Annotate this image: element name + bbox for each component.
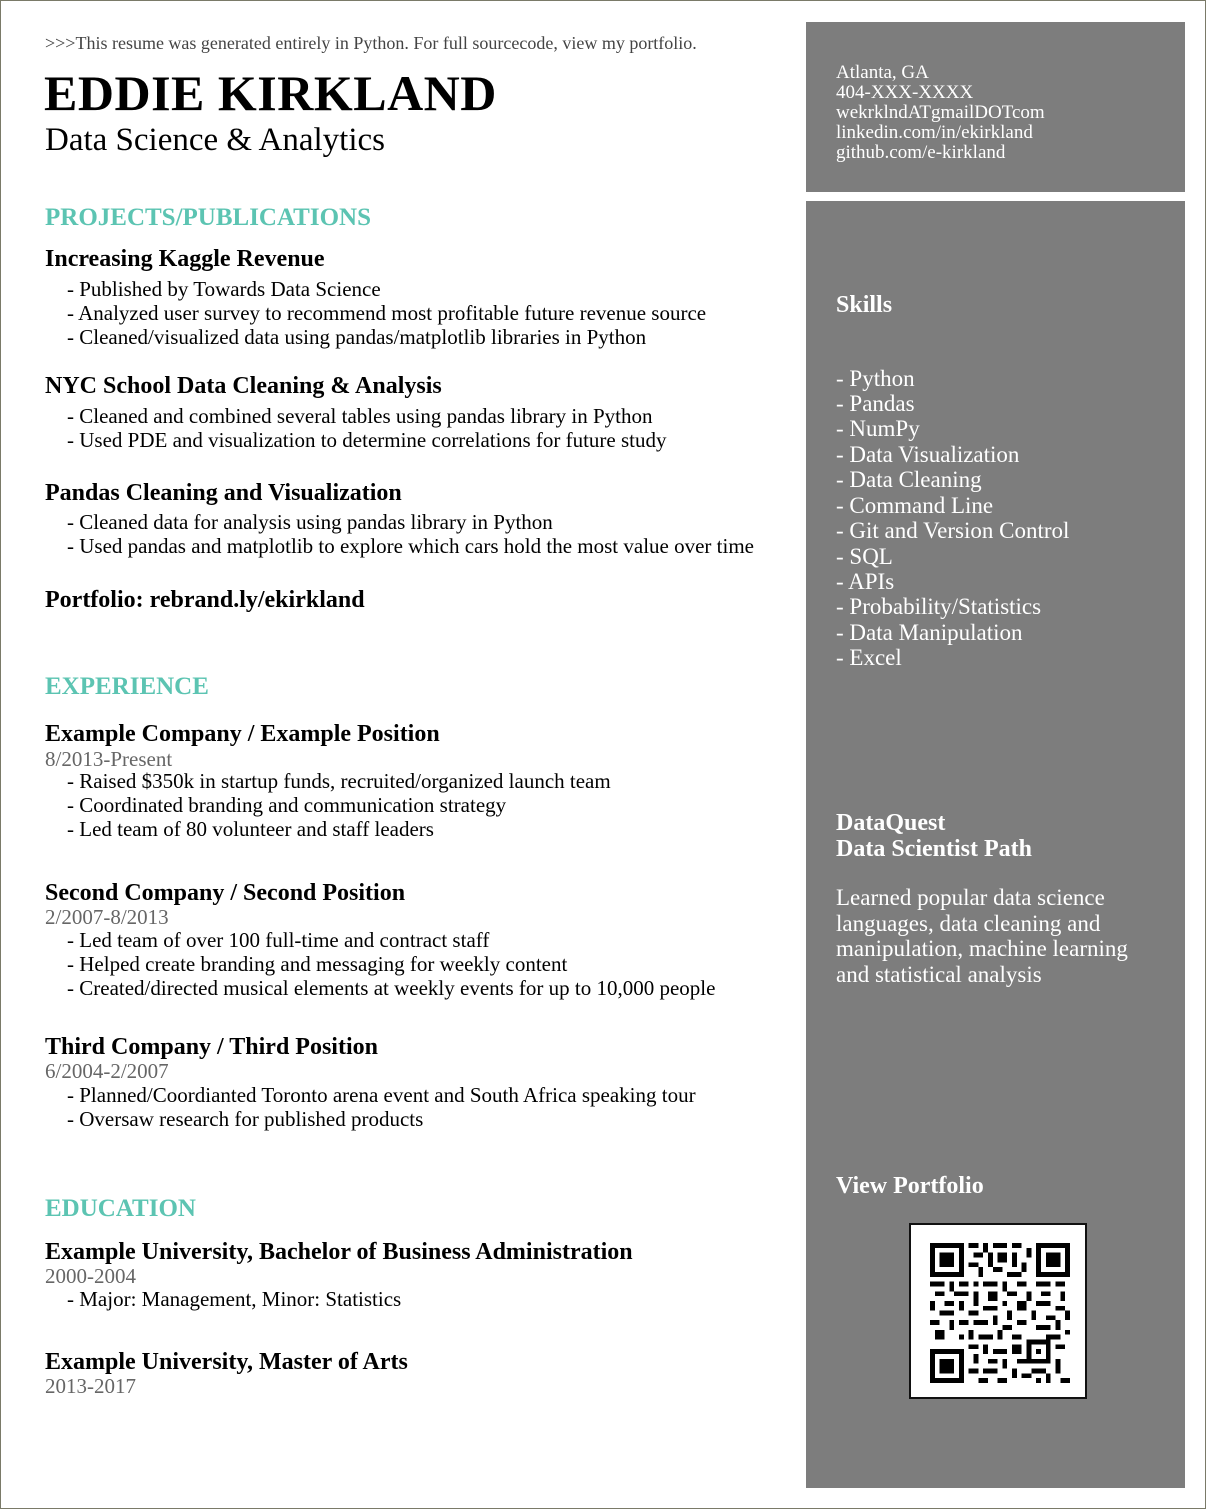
- job-date: 2/2007-8/2013: [45, 905, 169, 929]
- project-title: Increasing Kaggle Revenue: [45, 246, 325, 272]
- skill-item: - Data Cleaning: [836, 467, 982, 492]
- job-title: Second Company / Second Position: [45, 880, 406, 906]
- contact-location: Atlanta, GA: [836, 62, 929, 83]
- portfolio-link[interactable]: Portfolio: rebrand.ly/ekirkland: [45, 587, 365, 613]
- course-description: manipulation, machine learning: [836, 936, 1128, 961]
- course-provider: DataQuest: [836, 810, 946, 836]
- project-title: NYC School Data Cleaning & Analysis: [45, 373, 442, 399]
- job-bullet: - Led team of 80 volunteer and staff leaders: [67, 817, 434, 841]
- generated-note: >>>This resume was generated entirely in Python. For full sourcecode, view my portfolio.: [45, 33, 697, 53]
- job-title: Example Company / Example Position: [45, 721, 440, 747]
- skill-item: - Probability/Statistics: [836, 594, 1042, 619]
- skill-item: - Command Line: [836, 493, 994, 518]
- qr-code-icon: [929, 1243, 1071, 1383]
- contact-github[interactable]: github.com/e-kirkland: [836, 142, 1006, 163]
- project-title: Pandas Cleaning and Visualization: [45, 480, 402, 506]
- subtitle: Data Science & Analytics: [45, 122, 385, 158]
- project-bullet: - Cleaned data for analysis using pandas library in Python: [67, 510, 553, 534]
- project-bullet: - Cleaned and combined several tables using pandas library in Python: [67, 404, 653, 428]
- contact-phone: 404-XXX-XXXX: [836, 82, 974, 103]
- job-bullet: - Planned/Coordianted Toronto arena event and South Africa speaking tour: [67, 1083, 696, 1107]
- skill-item: - Data Visualization: [836, 442, 1020, 467]
- degree-title: Example University, Bachelor of Business Administration: [45, 1239, 633, 1265]
- job-title: Third Company / Third Position: [45, 1034, 378, 1060]
- course-name: Data Scientist Path: [836, 836, 1032, 862]
- job-date: 8/2013-Present: [45, 747, 173, 771]
- project-bullet: - Published by Towards Data Science: [67, 277, 381, 301]
- project-bullet: - Cleaned/visualized data using pandas/matplotlib libraries in Python: [67, 325, 647, 349]
- job-date: 6/2004-2/2007: [45, 1059, 169, 1083]
- contact-linkedin[interactable]: linkedin.com/in/ekirkland: [836, 122, 1033, 143]
- project-bullet: - Used pandas and matplotlib to explore which cars hold the most value over time: [67, 534, 754, 558]
- skill-item: - Data Manipulation: [836, 620, 1023, 645]
- project-bullet: - Used PDE and visualization to determine correlations for future study: [67, 428, 667, 452]
- view-portfolio-label: View Portfolio: [836, 1173, 984, 1199]
- job-bullet: - Created/directed musical elements at weekly events for up to 10,000 people: [67, 976, 716, 1000]
- contact-email: wekrklndATgmailDOTcom: [836, 102, 1045, 123]
- skill-item: - SQL: [836, 544, 893, 569]
- project-bullet: - Analyzed user survey to recommend most profitable future revenue source: [67, 301, 707, 325]
- degree-date: 2013-2017: [45, 1374, 136, 1398]
- course-description: Learned popular data science: [836, 885, 1105, 910]
- job-bullet: - Helped create branding and messaging for weekly content: [67, 952, 568, 976]
- job-bullet: - Raised $350k in startup funds, recruited/organized launch team: [67, 769, 611, 793]
- skill-item: - Excel: [836, 645, 902, 670]
- degree-title: Example University, Master of Arts: [45, 1349, 408, 1375]
- page-title: EDDIE KIRKLAND: [44, 65, 497, 121]
- skill-item: - Python: [836, 366, 915, 391]
- skill-item: - APIs: [836, 569, 895, 594]
- education-heading: EDUCATION: [45, 1195, 196, 1222]
- skills-heading: Skills: [836, 292, 893, 318]
- skill-item: - NumPy: [836, 416, 920, 441]
- degree-date: 2000-2004: [45, 1264, 136, 1288]
- course-description: and statistical analysis: [836, 962, 1042, 987]
- skill-item: - Pandas: [836, 391, 915, 416]
- experience-heading: EXPERIENCE: [45, 673, 209, 700]
- job-bullet: - Coordinated branding and communication strategy: [67, 793, 507, 817]
- qr-code[interactable]: [909, 1223, 1087, 1399]
- degree-bullet: - Major: Management, Minor: Statistics: [67, 1287, 402, 1311]
- job-bullet: - Oversaw research for published products: [67, 1107, 424, 1131]
- skill-item: - Git and Version Control: [836, 518, 1070, 543]
- projects-heading: PROJECTS/PUBLICATIONS: [45, 204, 371, 231]
- job-bullet: - Led team of over 100 full-time and contract staff: [67, 928, 490, 952]
- course-description: languages, data cleaning and: [836, 911, 1101, 936]
